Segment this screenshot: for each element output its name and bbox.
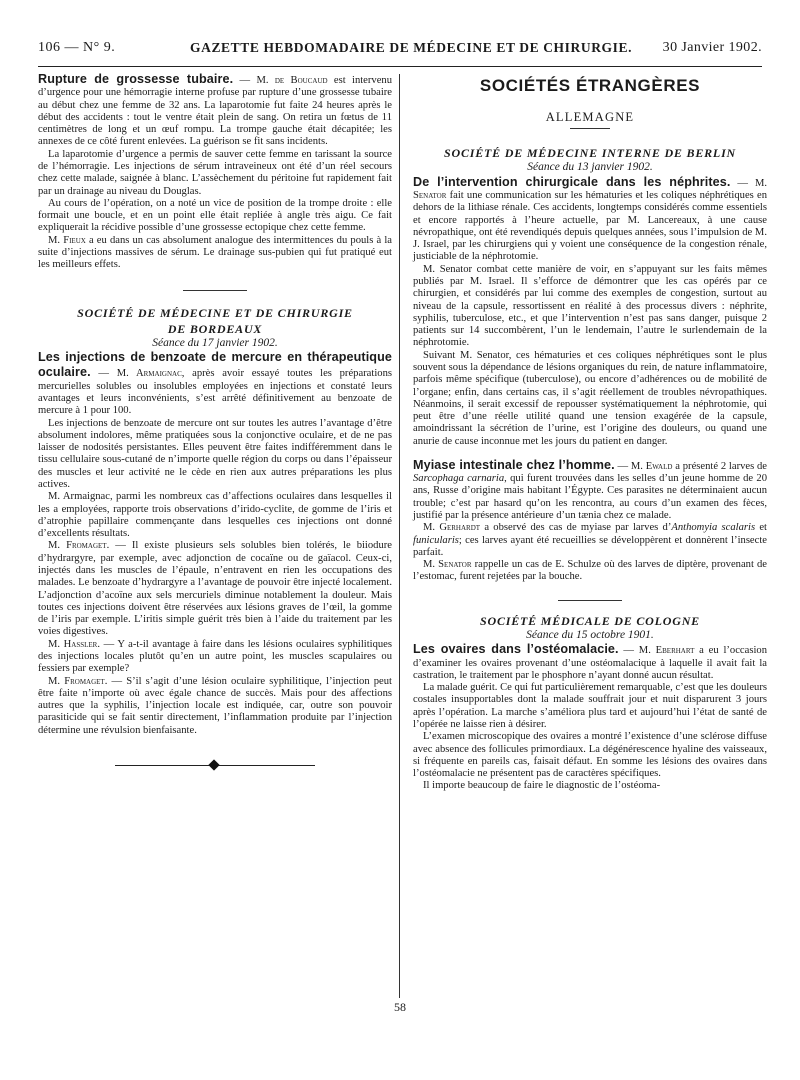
society-heading: SOCIÉTÉ DE MÉDECINE INTERNE DE BERLIN [444,146,736,161]
author-name: M. Ewald [630,460,673,472]
paragraph: L’examen microscopique des ovaires a montré l’existence d’une sclérose diffuse avec absence des follicules primordiaux. La dégénérescence hyaline des vaisseaux, si fréquente en pareils cas, faisait défaut. En somme les lésions des ovaires dans l’ostéomalacie ne présentent pas de caractères spécifiques. [413,731,767,780]
running-header [38,38,762,64]
header-date: 30 Janvier 1902. [662,40,762,55]
author-name: M. Fieux [48,234,86,246]
article-title: De l’intervention chirurgicale dans les néphrites. [413,174,731,189]
article-title: Les ovaires dans l’ostéomalacie. [413,642,619,657]
header-journal-title: GAZETTE HEBDOMADAIRE DE MÉDECINE ET DE CHIRURGIE. [190,40,633,55]
paragraph: La laparotomie d’urgence a permis de sauver cette femme en tarissant la source de l’hémorragie. Les injections de sérum intraveineux ont été d’un réel secours chez cette malade, saignée à blanc. L’assèchement du péritoine fut rapidement fait par un drainage au niveau du Douglas. [38,148,392,197]
author-name: M. Fromaget. [48,540,110,552]
author-name: M. Armaignac [116,368,182,380]
left-column [38,72,392,773]
author-name: M. Gerhardt [423,522,481,534]
species-name: Sarcophaga carnaria [413,473,505,485]
paragraph: M. Fromaget. — S’il s’agit d’une lésion oculaire syphilitique, l’injection peut être faite n’importe où avec égale chance de succès. Mais pour des affections autres que la syphilis, l’injection locale est indiquée, car, outre son pouvoir parasiticide qui se fait sentir directement, l’inflammation produite par l’injection détermine une révulsion bienfaisante. [38,675,392,736]
section-separator [558,600,622,601]
paragraph: M. Senator rappelle un cas de E. Schulze où des larves de diptère, provenant de l’estomac, furent rejetées par la bouche. [413,559,767,583]
author-name: M. Fromaget. [48,675,108,687]
society-heading: SOCIÉTÉ DE MÉDECINE ET DE CHIRURGIE DE BORDEAUX [77,305,353,336]
article-injections-p1: Les injections de benzoate de mercure en thérapeutique oculaire. — M. Armaignac, après avoir essayé toutes les préparations mercurielles solubles ou insolubles employées en injections et constaté leurs avantages et leurs inconvénients, s’est arrêté définitivement au benzoate de mercure à 1 pour 100. [38,350,392,417]
article-title: Les injections de benzoate de mercure en thérapeutique oculaire. [38,350,392,380]
column-divider [399,74,400,998]
country-heading: ALLEMAGNE [545,109,635,124]
paragraph: Il importe beaucoup de faire le diagnostic de l’ostéoma- [423,780,661,792]
header-rule [38,66,762,67]
author-name: M. Senator [413,177,768,202]
society-heading: SOCIÉTÉ MÉDICALE DE COLOGNE [480,613,700,628]
species-name: Anthomyia scalaris [671,522,756,534]
paragraph: La malade guérit. Ce qui fut particulièrement remarquable, c’est que les douleurs costales insupportables dont la malade souffrait jour et nuit disparurent 3 jours après l’opération. La marche s’améliora plus tard et aujourd’hui l’état de santé de l’opérée ne laisse rien à désirer. [413,682,767,730]
paragraph: M. Senator combat cette manière de voir, en s’appuyant sur les faits mêmes publiés par M. Israel. Il s’efforce de démontrer que les cas opérés par ce chirurgien, et considérés par lui comme des exemples de congestion, surtout au niveau de la capsule, ressortissent en réalité à des processus divers : néphrite, syphilis, tuberculose, etc., et que l’intervention n’est pas sans danger, puisque 2 patients sur 14 succombèrent, l’un le lendemain, l’autre le surlendemain de la néphrotomie. [413,263,767,349]
paragraph: Les injections de benzoate de mercure ont sur toutes les autres l’avantage d’être absolument indolores, même pratiquées sous la conjonctive oculaire, et de ne pas laisser de nodosités persistantes. Elles peuvent être faites indifféremment dans le tissu cellulaire sous-cutané de n’importe quelle région du corps ou dans l’épaisseur des muscles et leur activité ne le cède en rien aux autres préparations les plus actives. [38,417,392,491]
article-rupture-p1: Rupture de grossesse tubaire. — M. de Boucaud est intervenu d’urgence pour une hémorragie interne profuse par rupture d’une grossesse tubaire au début chez une femme de 32 ans. La laparotomie fut faite 24 heures après le début des accidents : tout le ventre était plein de sang. On retira un fœtus de 11 centimètres de long et un œuf rompu. La trompe gauche était décapitée; les annexes de ce côté furent enlevées. La guérison se fit sans incidents. [38,72,393,148]
paragraph: M. Hassler. — Y a-t-il avantage à faire dans les lésions oculaires syphilitiques des injections locales plutôt qu’en un autre point, les muscles scapulaires ou fessiers par exemple? [38,638,393,675]
article-myiase-p1: Myiase intestinale chez l’homme. — M. Ewald a présenté 2 larves de Sarcophaga carnaria, qui furent trouvées dans les selles d’un jeune homme de 20 ans, Russe d’origine mais habitant l’Égypte. Ces parasites ne déterminaient aucun trouble; c’est par hasard qu’on les rencontra, au cours d’un examen des fèces, justifié par la présence antérieure d’un tænia chez ce malade. [413,457,768,522]
country-rule [570,128,610,129]
session-date: Séance du 13 janvier 1902. [527,161,653,174]
article-osteomalacie-p1: Les ovaires dans l’ostéomalacie. — M. Eberhart a eu l’occasion d’examiner les ovaires provenant d’une ostéomalacique à laquelle il avait fait la castration, le traitement par le phosphore n’ayant donné aucun résultat. [413,642,767,681]
paragraph: Au cours de l’opération, on a noté un vice de position de la trompe droite : elle formait une boucle, et en un point elle était repliée à angle très aigu. Ce fait expliquerait la récidive possible d’une grossesse ectopique chez cette femme. [38,197,392,234]
article-title: Rupture de grossesse tubaire. [38,72,234,86]
author-name: M. Hassler. [48,638,100,650]
paragraph: Suivant M. Senator, ces hématuries et ces coliques néphrétiques sont le plus souvent sous la dépendance de lésions organiques du rein, de nature inflammatoire, parfois même spécifique (tuberculose), ou encore d’adhérences ou de mobilité de l’organe; enfin, dans certains cas, il s’agit réellement de troubles névropathiques. Néanmoins, il serait excessif de repousser systématiquement la néphrotomie, qui peut être d’une réelle utilité quand une tension exagérée de la capsule, amoindrissant la sécrétion de l’urine, est l’origine des douleurs, ou quand une anurie de cause inconnue met les jours du patient en danger. [413,349,767,447]
article-nephrites-p1: De l’intervention chirurgicale dans les néphrites. — M. Senator fait une communication sur les hématuries et les coliques néphrétiques en dehors de la lithiase rénale. Ces accidents, longtemps considérés comme essentiels et encore rapportés à l’heure actuelle, par M. Lancereaux, à une cause névropathique, ont été revendiqués depuis quelques années, sous l’impulsion de M. J. Israel, par les chirurgiens qui y voient une conséquence de la congestion rénale, justiciable de la néphrotomie. [413,174,768,263]
author-name: M. de Boucaud [256,75,328,86]
diamond-ornament-icon [208,759,219,770]
paragraph: M. Fieux a eu dans un cas absolument analogue des intermittences du pouls à la suite d’injections massives de sérum. Le drainage sus-pubien qui fut pratiqué eut les meilleurs effets. [38,234,392,271]
paragraph: M. Fromaget. — Il existe plusieurs sels solubles bien tolérés, le biiodure d’hydrargyre, par exemple, avec adjonction de cocaïne ou de gaïacol. Ceux-ci, injectés dans les muscles de l’épaule, n’entravent en rien les occupations des malades. Le benzoate d’hydrargyre a l’avantage de pouvoir être injecté localement. L’adjonction d’acoïne aux sels mercuriels diminue notablement la douleur. Mais toutes ces injections doivent être réservées aux lésions graves de l’œil, la gomme de l’iris par exemple. L’iritis simple guérit très bien à l’aide du traitement par les voies digestives. [38,540,392,638]
article-title: Myiase intestinale chez l’homme. [413,457,615,472]
ornament-divider [115,759,315,773]
author-name: M. Senator [423,559,472,571]
page-number: 58 [394,1000,406,1014]
author-name: M. Eberhart [638,645,695,657]
species-name: funicularis [413,534,459,546]
paragraph: M. Gerhardt a observé des cas de myiase par larves d’Anthomyia scalaris et funicularis; ces larves ayant été recueillies se développèrent et donnèrent l’insecte parfait. [413,522,767,558]
section-title: SOCIÉTÉS ÉTRANGÈRES [479,76,701,95]
section-separator [183,290,247,291]
header-issue: 106 — N° 9. [38,40,116,55]
right-column [413,72,767,793]
paragraph: M. Armaignac, parmi les nombreux cas d’affections oculaires dans lesquelles il les a employées, rapporte trois observations d’irido-cyclite, de gomme de l’iris et d’atrophie papillaire commençante dans lesquelles ces injections ont donné d’excellents résultats. [38,491,392,540]
session-date: Séance du 15 octobre 1901. [526,628,654,641]
session-date: Séance du 17 janvier 1902. [152,336,278,349]
